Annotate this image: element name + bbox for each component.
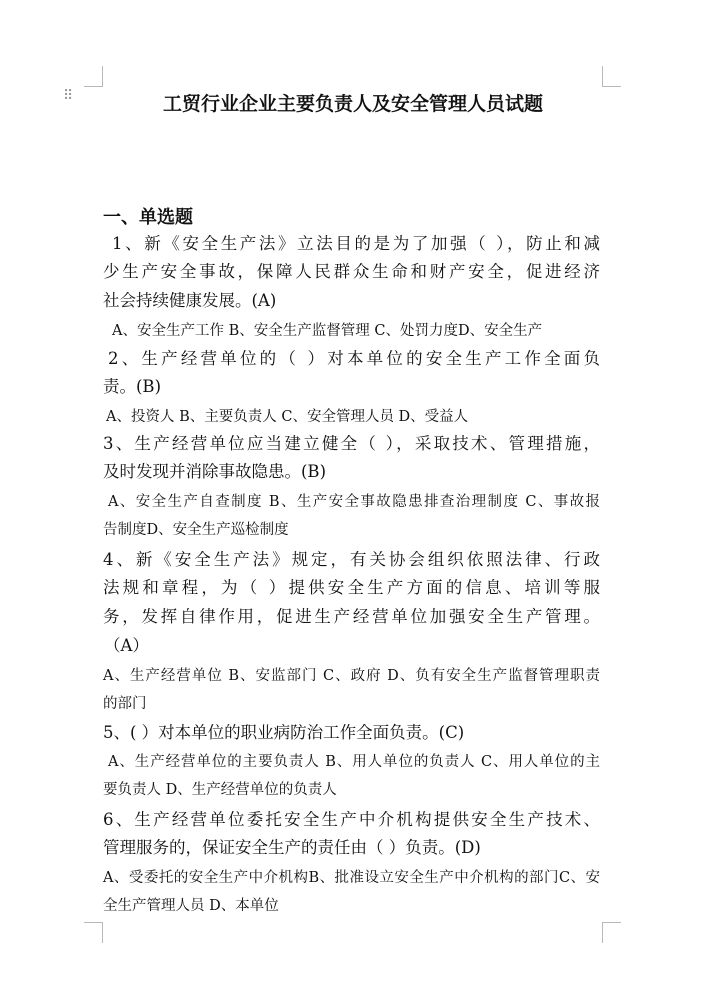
question-4-options: 的部门	[103, 696, 147, 712]
question-1-options: A、安全生产工作 B、安全生产监督管理 C、处罚力度D、安全生产	[112, 323, 543, 339]
question-5-options: A、生产经营单位的主要负责人 B、用人单位的负责人 C、用人单位的主	[108, 754, 600, 770]
question-1-line: 1、新《安全生产法》立法目的是为了加强（ ），防止和减	[112, 234, 600, 253]
question-1-line: 少生产安全事故，保障人民群众生命和财产安全，促进经济	[103, 262, 600, 281]
drag-handle-icon[interactable]: ⠿	[63, 88, 74, 104]
question-3-options: A、安全生产自查制度 B、生产安全事故隐患排查治理制度 C、事故报	[108, 494, 600, 510]
question-5-options: 要负责人 D、生产经营单位的负责人	[103, 782, 337, 798]
question-3-options: 告制度D、安全生产巡检制度	[103, 522, 289, 538]
question-4-answer: （A）	[104, 636, 149, 655]
question-4-options: A、生产经营单位 B、安监部门 C、政府 D、负有安全生产监督管理职责	[103, 668, 600, 684]
question-4-line: 4、新《安全生产法》规定，有关协会组织依照法律、行政	[103, 550, 600, 569]
question-6-options: A、受委托的安全生产中介机构B、批准设立安全生产中介机构的部门C、安	[103, 870, 600, 886]
question-6-line: 6、生产经营单位委托安全生产中介机构提供安全生产技术、	[103, 810, 600, 829]
question-3-line: 及时发现并消除事故隐患。(B)	[103, 462, 326, 481]
question-4-line: 务，发挥自律作用，促进生产经营单位加强安全生产管理。	[103, 607, 600, 626]
question-1-line: 社会持续健康发展。(A)	[103, 291, 277, 310]
question-4-line: 法规和章程，为（ ）提供安全生产方面的信息、培训等服	[103, 578, 600, 597]
question-5-line: 5、( ）对本单位的职业病防治工作全面负责。(C)	[103, 723, 465, 742]
margin-corner-bottom-right	[602, 922, 621, 943]
margin-corner-top-left	[84, 66, 103, 87]
question-6-options: 全生产管理人员 D、本单位	[103, 898, 279, 914]
question-2-line: 2、生产经营单位的（ ）对本单位的安全生产工作全面负	[108, 349, 600, 368]
section-heading: 一、单选题	[103, 207, 193, 228]
question-2-options: A、投资人 B、主要负责人 C、安全管理人员 D、受益人	[106, 409, 469, 425]
margin-corner-bottom-left	[84, 922, 103, 943]
question-2-line: 责。(B)	[103, 377, 161, 396]
question-3-line: 3、生产经营单位应当建立健全（ ），采取技术、管理措施，	[103, 434, 600, 453]
question-6-line: 管理服务的，保证安全生产的责任由（ ）负责。(D)	[103, 838, 481, 857]
document-title: 工贸行业企业主要负责人及安全管理人员试题	[162, 93, 543, 115]
margin-corner-top-right	[602, 66, 621, 87]
